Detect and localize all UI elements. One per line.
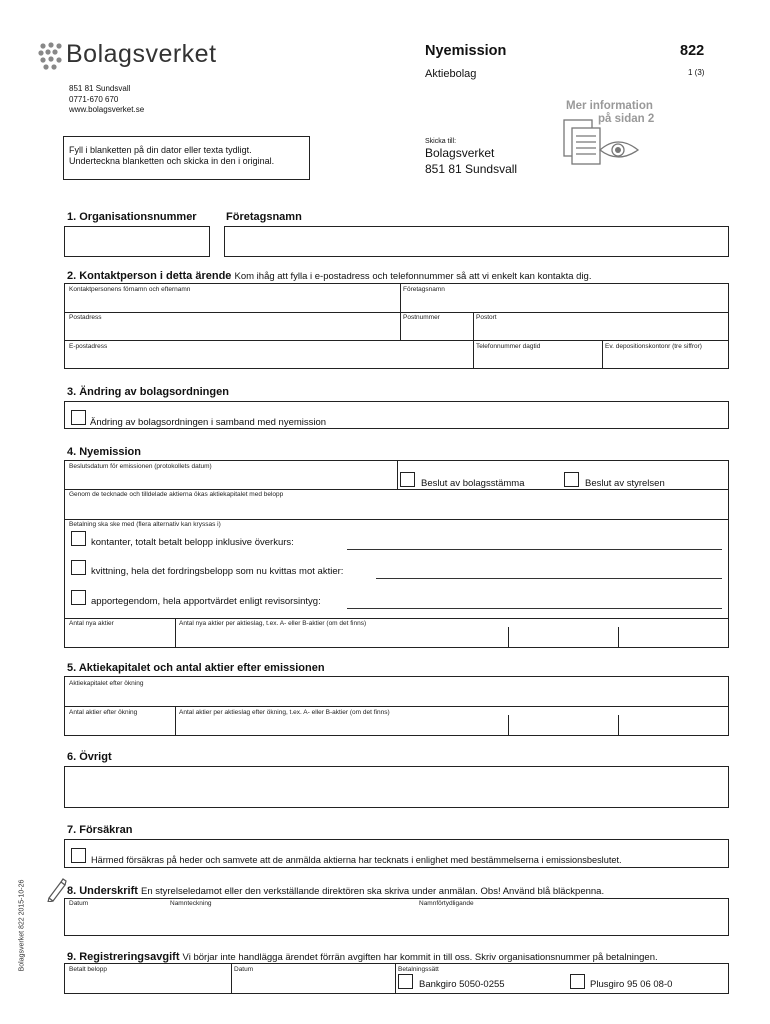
- shares-after-label: Antal aktier efter ökning: [69, 709, 138, 716]
- send-to-label: Skicka till:: [425, 138, 457, 145]
- section-5-title: 5. Aktiekapitalet och antal aktier efter emissionen: [67, 662, 325, 674]
- instruction-line: Underteckna blanketten och skicka in den i original.: [69, 156, 275, 166]
- declaration-checkbox[interactable]: [71, 848, 86, 863]
- city-field[interactable]: [473, 312, 728, 339]
- plusgiro-label: Plusgiro 95 06 08-0: [590, 979, 673, 990]
- form-title: Nyemission: [425, 43, 507, 59]
- more-info-text: på sidan 2: [598, 113, 655, 125]
- side-form-version: Bolagsverket 822 2015-10-26: [18, 879, 26, 972]
- pay-inkind-checkbox[interactable]: [71, 590, 86, 605]
- capital-after-field[interactable]: [65, 677, 728, 704]
- pay-offset-label: kvittning, hela det fordringsbelopp som nu kvittas mot aktier:: [91, 566, 344, 577]
- address-line: 851 81 Sundsvall: [69, 84, 131, 93]
- section-2-heading: 2. Kontaktperson i detta ärende: [67, 270, 232, 282]
- document-eye-icon: [560, 114, 640, 170]
- pay-inkind-label: apportegendom, hela apportvärdet enligt revisorsintyg:: [91, 596, 321, 607]
- contact-company-field[interactable]: [400, 284, 728, 311]
- form-number: 822: [680, 43, 705, 59]
- decision-date-label: Beslutsdatum för emissionen (protokollets datum): [69, 463, 212, 470]
- city-label: Postort: [476, 314, 497, 321]
- company-name-field[interactable]: [224, 226, 729, 257]
- logo-text: Bolagsverket: [66, 40, 217, 68]
- new-shares-label: Antal nya aktier: [69, 620, 114, 627]
- section-3-title: 3. Ändring av bolagsordningen: [67, 386, 229, 398]
- fee-date-field[interactable]: [231, 964, 393, 993]
- address-label: Postadress: [69, 314, 102, 321]
- signature-label: Namnteckning: [170, 900, 212, 907]
- section-8-heading: 8. Underskrift: [67, 885, 138, 897]
- signature-date-label: Datum: [69, 900, 89, 907]
- section-6-title: 6. Övrigt: [67, 751, 112, 763]
- instructions-box: [63, 136, 310, 180]
- phone-label: Telefonnummer dagtid: [476, 343, 541, 350]
- pay-inkind-amount-field[interactable]: [347, 608, 722, 609]
- section-9-title: [67, 951, 658, 963]
- more-info-text: Mer information: [566, 100, 653, 112]
- meeting-decision-label: Beslut av bolagsstämma: [421, 478, 525, 489]
- bankgiro-label: Bankgiro 5050-0255: [419, 979, 505, 990]
- org-number-field[interactable]: [64, 226, 210, 257]
- section-8-title: [67, 885, 604, 897]
- section-9-heading: 9. Registreringsavgift: [67, 951, 180, 963]
- plusgiro-checkbox[interactable]: [570, 974, 585, 989]
- payment-method-label: Betalningssätt: [398, 966, 439, 973]
- capital-after-label: Aktiekapitalet efter ökning: [69, 680, 144, 687]
- email-label: E-postadress: [69, 343, 108, 350]
- send-to-name: Bolagsverket: [425, 146, 495, 160]
- pay-offset-checkbox[interactable]: [71, 560, 86, 575]
- bylaws-change-checkbox[interactable]: [71, 410, 86, 425]
- section-2-note: Kom ihåg att fylla i e-postadress och telefonnummer så att vi enkelt kan kontakta dig.: [234, 271, 592, 282]
- meeting-decision-checkbox[interactable]: [400, 472, 415, 487]
- pay-cash-amount-field[interactable]: [347, 549, 722, 550]
- board-decision-label: Beslut av styrelsen: [585, 478, 665, 489]
- company-label: Företagsnamn: [403, 286, 445, 293]
- declaration-label: Härmed försäkras på heder och samvete att de anmälda aktierna har tecknats i enlighet med bestämmelserna i emissionsbeslutet.: [91, 855, 622, 865]
- instruction-line: Fyll i blanketten på din dator eller texta tydligt.: [69, 145, 252, 155]
- section-9-note: Vi börjar inte handlägga ärendet förrän avgiften har kommit in till oss. Skriv organisationsnummer på betalningen.: [182, 952, 658, 963]
- bankgiro-checkbox[interactable]: [398, 974, 413, 989]
- more-info-link[interactable]: [558, 98, 668, 178]
- section-2-title: [67, 270, 591, 282]
- page-number: 1 (3): [688, 68, 705, 77]
- logo-mark-icon: [38, 42, 64, 72]
- logo: [38, 40, 238, 72]
- pay-offset-amount-field[interactable]: [376, 578, 722, 579]
- sender-address: [69, 84, 144, 116]
- payment-label: Betalning ska ske med (flera alternativ kan kryssas i): [69, 521, 221, 528]
- pay-cash-label: kontanter, totalt betalt belopp inklusive överkurs:: [91, 537, 294, 548]
- bylaws-change-label: Ändring av bolagsordningen i samband med nyemission: [90, 417, 327, 428]
- contact-name-label: Kontaktpersonens förnamn och efternamn: [69, 286, 191, 293]
- section-7-title: 7. Försäkran: [67, 824, 133, 836]
- name-clarification-label: Namnförtydligande: [419, 900, 474, 907]
- section-8-note: En styrelseledamot eller den verkställande direktören ska skriva under anmälan. Obs! Använd blå bläckpenna.: [140, 886, 605, 897]
- company-name-title: Företagsnamn: [226, 211, 302, 223]
- new-shares-class-label: Antal nya aktier per aktieslag, t.ex. A- eller B-aktier (om det finns): [179, 620, 367, 627]
- pay-cash-checkbox[interactable]: [71, 531, 86, 546]
- address-field[interactable]: [65, 312, 399, 339]
- form-subtitle: Aktiebolag: [425, 68, 477, 80]
- capital-increase-label: Genom de tecknade och tilldelade aktierna ökas aktiekapitalet med belopp: [69, 491, 284, 498]
- email-field[interactable]: [65, 340, 471, 368]
- board-decision-checkbox[interactable]: [564, 472, 579, 487]
- fee-date-label: Datum: [234, 966, 254, 973]
- postcode-label: Postnummer: [403, 314, 440, 321]
- section-1-title: 1. Organisationsnummer: [67, 211, 197, 223]
- shares-class-after-label: Antal aktier per aktieslag efter ökning, t.ex. A- eller B-aktier (om det finns): [179, 709, 390, 716]
- fee-amount-label: Betalt belopp: [69, 966, 107, 973]
- address-line: www.bolagsverket.se: [69, 105, 145, 114]
- section-4-title: 4. Nyemission: [67, 446, 141, 458]
- send-to-address: 851 81 Sundsvall: [425, 162, 518, 176]
- other-info-field[interactable]: [64, 766, 729, 808]
- address-line: 0771-670 670: [69, 94, 119, 104]
- deposit-label: Ev. depositionskontonr (tre siffror): [605, 343, 702, 350]
